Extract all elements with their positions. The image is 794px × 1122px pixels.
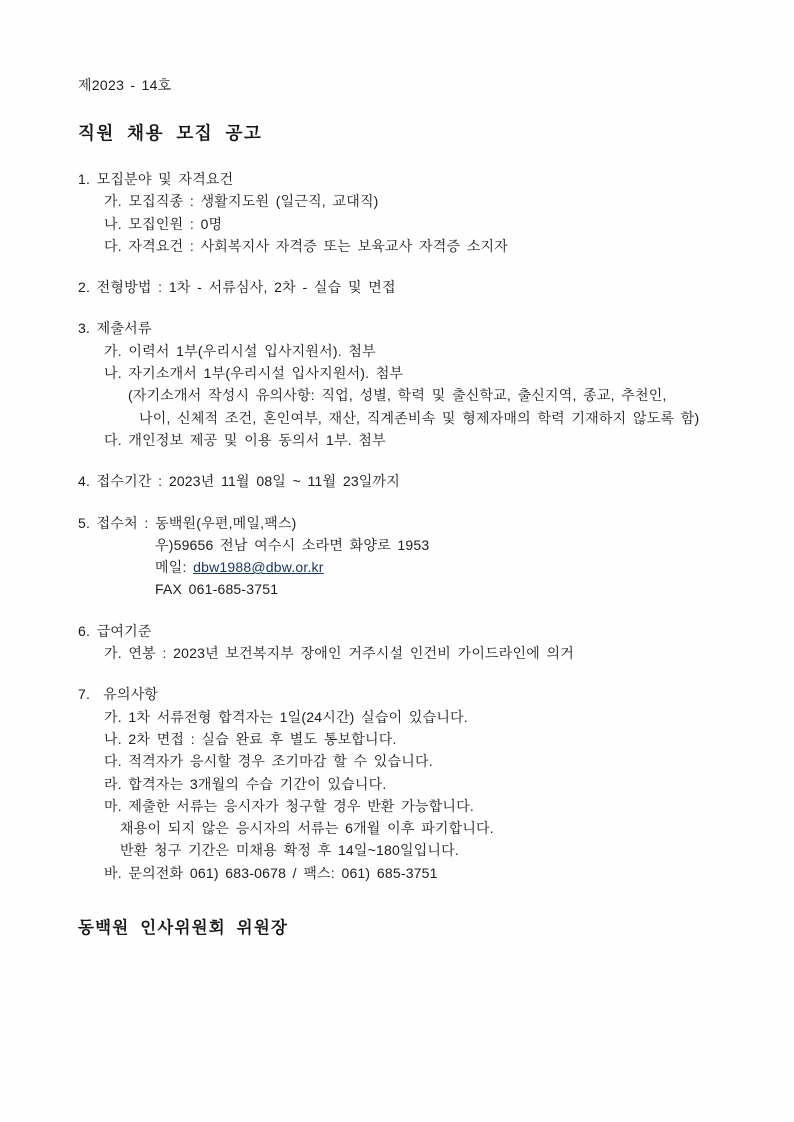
- section-heading: 1. 모집분야 및 자격요건: [78, 171, 234, 187]
- doc-line-fax: FAX 061-685-3751: [155, 581, 279, 598]
- footer-signature: 동백원 인사위원회 위원장: [78, 919, 289, 938]
- doc-line: 채용이 되지 않은 응시자의 서류는 6개월 이후 파기합니다.: [120, 820, 494, 837]
- section-notes: [78, 683, 744, 884]
- doc-line: 다. 적격자가 응시할 경우 조기마감 할 수 있습니다.: [104, 753, 433, 770]
- section-required-documents: [78, 317, 744, 451]
- doc-line: 나. 2차 면접 : 실습 완료 후 별도 통보합니다.: [104, 730, 397, 747]
- doc-line: 다. 자격요건 : 사회복지사 자격증 또는 보육교사 자격증 소지자: [104, 237, 508, 254]
- section-heading: 5. 접수처 : 동백원(우편,메일,팩스): [78, 514, 297, 531]
- section-application-period: [78, 470, 744, 492]
- doc-line: 가. 연봉 : 2023년 보건복지부 장애인 거주시설 인건비 가이드라인에 의거: [104, 645, 574, 662]
- doc-line: 나. 모집인원 : 0명: [104, 215, 223, 232]
- doc-line: 나. 자기소개서 1부(우리시설 입사지원서). 첨부: [104, 365, 404, 382]
- doc-line-postal-address: 우)59656 전남 여수시 소라면 화양로 1953: [155, 536, 430, 553]
- section-heading: 2. 전형방법 : 1차 - 서류심사, 2차 - 실습 및 면접: [78, 279, 396, 296]
- doc-line: 나이, 신체적 조건, 혼인여부, 재산, 직계존비속 및 형제자매의 학력 기재하지 않도록 함): [139, 409, 700, 426]
- doc-line: 라. 합격자는 3개월의 수습 기간이 있습니다.: [104, 775, 387, 792]
- doc-line-email: [78, 556, 744, 578]
- section-selection-method: [78, 276, 744, 298]
- section-application-address: [78, 512, 744, 601]
- doc-line: 가. 1차 서류전형 합격자는 1일(24시간) 실습이 있습니다.: [104, 708, 468, 725]
- section-heading: 6. 급여기준: [78, 622, 152, 639]
- doc-number: 제2023 - 14호: [78, 77, 172, 93]
- email-link[interactable]: dbw1988@dbw.or.kr: [193, 559, 324, 576]
- doc-line: 가. 이력서 1부(우리시설 입사지원서). 첨부: [104, 342, 376, 359]
- doc-line-contact-phone: 바. 문의전화 061) 683-0678 / 팩스: 061) 685-3751: [104, 864, 438, 881]
- section-heading: 7. 유의사항: [78, 686, 159, 703]
- doc-line: 가. 모집직종 : 생활지도원 (일근직, 교대직): [104, 193, 379, 210]
- section-heading: 3. 제출서류: [78, 320, 152, 337]
- page-title: 직원 채용 모집 공고: [78, 123, 263, 143]
- section-salary-standard: [78, 620, 744, 665]
- doc-line: 다. 개인정보 제공 및 이용 동의서 1부. 첨부: [104, 431, 386, 448]
- section-recruit-field: [78, 168, 744, 257]
- doc-line: 마. 제출한 서류는 응시자가 청구할 경우 반환 가능합니다.: [104, 797, 474, 814]
- doc-line: (자기소개서 작성시 유의사항: 직업, 성별, 학력 및 출신학교, 출신지역, 종교, 추천인,: [128, 387, 667, 404]
- email-label: 메일:: [155, 559, 194, 576]
- doc-line: 반환 청구 기간은 미채용 확정 후 14일~180일입니다.: [120, 842, 459, 859]
- section-heading: 4. 접수기간 : 2023년 11월 08일 ~ 11월 23일까지: [78, 473, 400, 490]
